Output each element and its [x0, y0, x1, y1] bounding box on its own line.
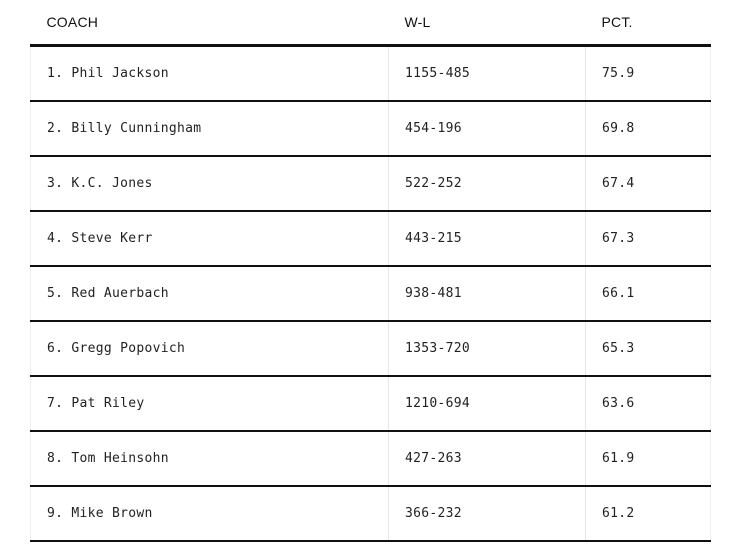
table-header — [31, 0, 711, 46]
cell-win-loss: 454-196 — [389, 101, 586, 156]
coaches-table-container — [30, 0, 710, 542]
table-row — [31, 266, 711, 321]
cell-percentage: 69.8 — [586, 101, 711, 156]
header-win-loss: W-L — [389, 0, 586, 46]
table-body — [31, 46, 711, 542]
cell-coach: 6. Gregg Popovich — [31, 321, 389, 376]
table-row — [31, 321, 711, 376]
cell-percentage: 67.3 — [586, 211, 711, 266]
cell-coach: 9. Mike Brown — [31, 486, 389, 541]
table-row — [31, 431, 711, 486]
cell-coach: 3. K.C. Jones — [31, 156, 389, 211]
header-coach: COACH — [31, 0, 389, 46]
cell-percentage: 65.3 — [586, 321, 711, 376]
coaches-table — [30, 0, 711, 542]
cell-win-loss: 1353-720 — [389, 321, 586, 376]
cell-coach: 8. Tom Heinsohn — [31, 431, 389, 486]
cell-win-loss: 427-263 — [389, 431, 586, 486]
table-row — [31, 46, 711, 102]
cell-percentage: 67.4 — [586, 156, 711, 211]
table-row — [31, 376, 711, 431]
table-row — [31, 101, 711, 156]
cell-win-loss: 938-481 — [389, 266, 586, 321]
header-row — [31, 0, 711, 46]
cell-coach: 5. Red Auerbach — [31, 266, 389, 321]
table-row — [31, 486, 711, 541]
header-percentage: PCT. — [586, 0, 711, 46]
table-row — [31, 211, 711, 266]
cell-win-loss: 1210-694 — [389, 376, 586, 431]
cell-coach: 4. Steve Kerr — [31, 211, 389, 266]
cell-percentage: 61.2 — [586, 486, 711, 541]
cell-percentage: 63.6 — [586, 376, 711, 431]
table-row — [31, 156, 711, 211]
cell-coach: 7. Pat Riley — [31, 376, 389, 431]
cell-win-loss: 522-252 — [389, 156, 586, 211]
cell-win-loss: 1155-485 — [389, 46, 586, 102]
cell-coach: 1. Phil Jackson — [31, 46, 389, 102]
cell-percentage: 75.9 — [586, 46, 711, 102]
cell-coach: 2. Billy Cunningham — [31, 101, 389, 156]
cell-percentage: 66.1 — [586, 266, 711, 321]
cell-win-loss: 366-232 — [389, 486, 586, 541]
cell-percentage: 61.9 — [586, 431, 711, 486]
cell-win-loss: 443-215 — [389, 211, 586, 266]
